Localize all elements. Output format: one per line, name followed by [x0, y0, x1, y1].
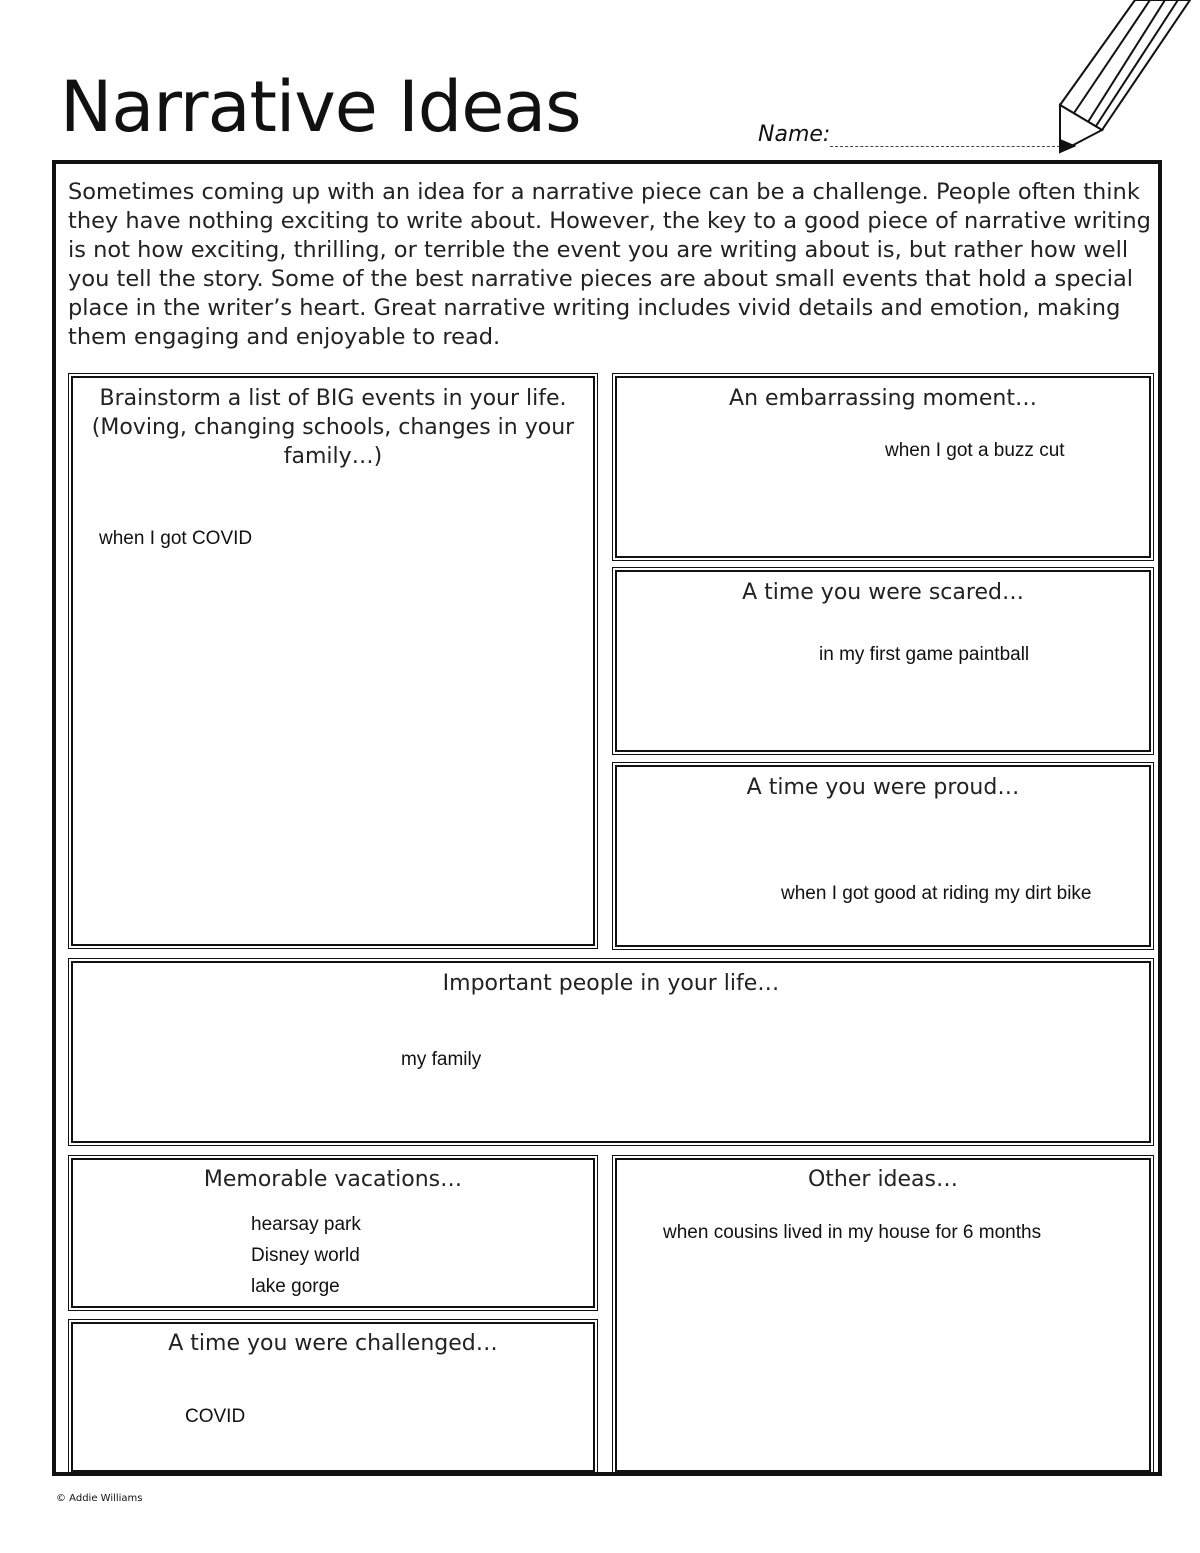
pencil-icon: [1040, 0, 1200, 160]
embarrassing-prompt: An embarrassing moment…: [729, 386, 1037, 411]
page-title: Narrative Ideas: [60, 66, 581, 148]
important-people-box[interactable]: [71, 961, 1151, 1143]
scared-prompt: A time you were scared…: [742, 580, 1024, 605]
proud-answer: when I got good at riding my dirt bike: [781, 883, 1092, 904]
vacation-item: hearsay park: [251, 1214, 361, 1235]
challenged-prompt: A time you were challenged…: [168, 1331, 498, 1356]
big-events-prompt: Brainstorm a list of BIG events in your life. (Moving, changing schools, changes in your family…): [91, 386, 575, 469]
vacation-item: lake gorge: [251, 1276, 340, 1297]
scared-answer: in my first game paintball: [819, 644, 1030, 665]
vacations-box[interactable]: [71, 1158, 595, 1308]
other-ideas-box[interactable]: [615, 1158, 1151, 1472]
scared-box[interactable]: [615, 570, 1151, 752]
embarrassing-answer: when I got a buzz cut: [885, 440, 1065, 461]
important-people-answer: my family: [401, 1049, 482, 1070]
proud-prompt: A time you were proud…: [746, 775, 1020, 800]
challenged-box[interactable]: [71, 1322, 595, 1472]
big-events-answer: when I got COVID: [99, 528, 253, 549]
proud-box[interactable]: [615, 765, 1151, 947]
vacations-prompt: Memorable vacations…: [203, 1167, 463, 1192]
intro-paragraph: Sometimes coming up with an idea for a narrative piece can be a challenge. People often think they have nothing exciting to write about. However, the key to a good piece of narrative writing is not how exciting, thrilling, or terrible the event you are writing about is, but rather how well you tell the story. Some of the best narrative pieces are about small events that hold a special place in the writer’s heart. Great narrative writing includes vivid details and emotion, making them engaging and enjoyable to read.: [68, 179, 1151, 350]
name-field-line[interactable]: [830, 146, 1060, 147]
important-people-prompt: Important people in your life…: [442, 971, 780, 996]
other-ideas-answer: when cousins lived in my house for 6 months: [663, 1222, 1042, 1243]
embarrassing-box[interactable]: [615, 376, 1151, 558]
name-label: Name:: [758, 122, 831, 147]
copyright-note: © Addie Williams: [56, 1493, 143, 1504]
challenged-answer: COVID: [185, 1406, 246, 1427]
other-ideas-prompt: Other ideas…: [807, 1167, 958, 1192]
vacation-item: Disney world: [251, 1245, 360, 1266]
big-events-box[interactable]: [71, 376, 595, 946]
